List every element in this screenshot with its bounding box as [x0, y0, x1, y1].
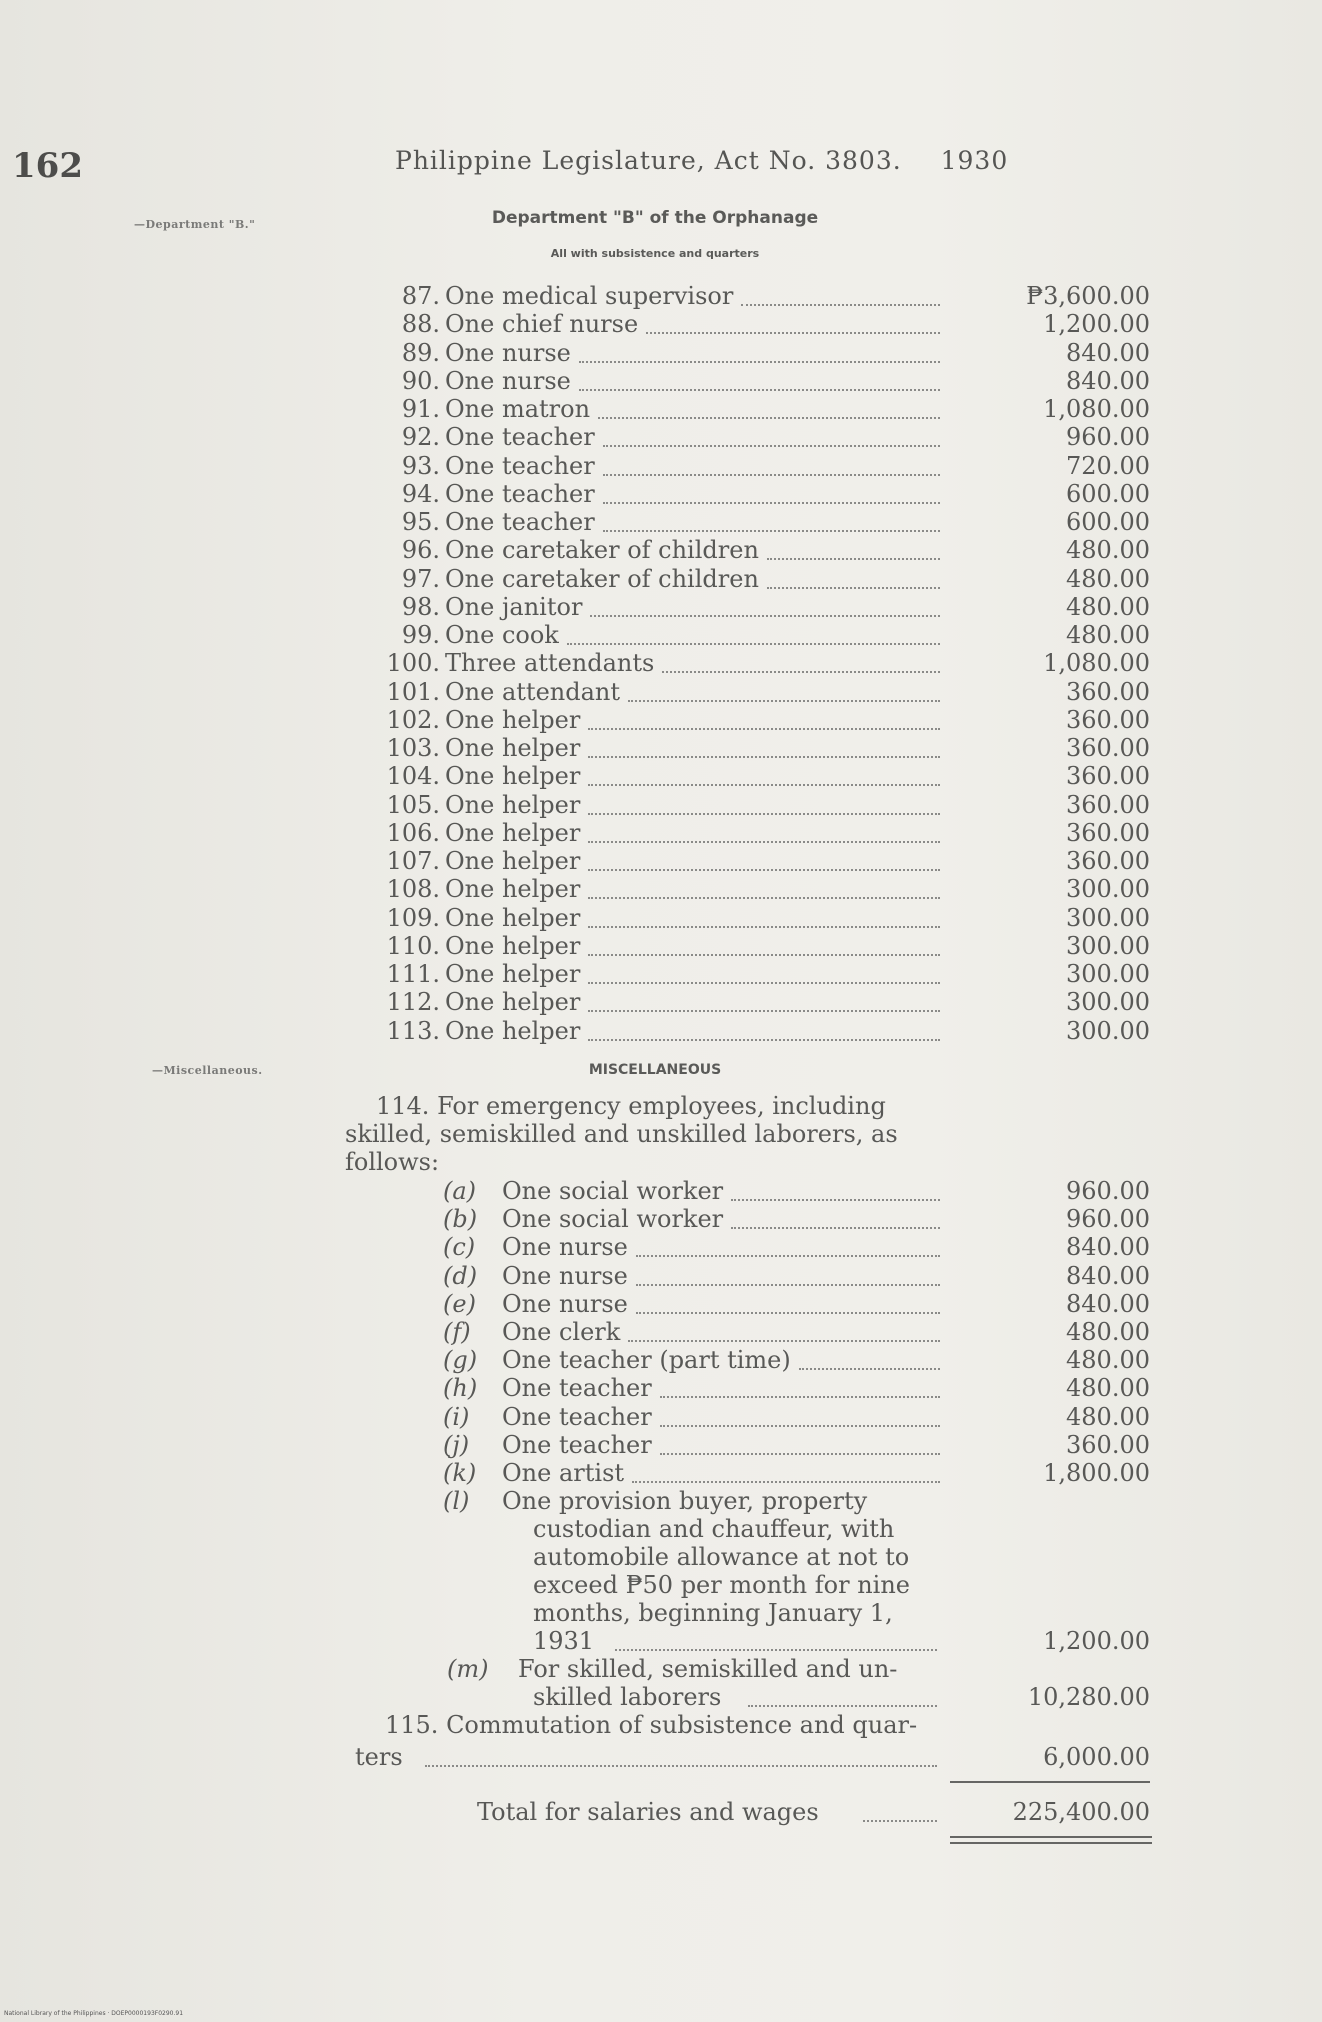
- item-115: [345, 1711, 1150, 1739]
- subitem-letter: (h): [443, 1374, 478, 1402]
- running-head: [395, 146, 1008, 175]
- item-amount: 480.00: [1066, 621, 1150, 649]
- item-description: One helper: [445, 762, 581, 790]
- leader-dots: [588, 785, 940, 815]
- item-number: 91.: [401, 395, 440, 423]
- subitem-description: One teacher: [502, 1403, 652, 1431]
- subitem-letter: (g): [443, 1346, 478, 1374]
- subitem-amount: 840.00: [1066, 1233, 1150, 1261]
- leader-dots: [588, 1011, 940, 1041]
- item-amount: 360.00: [1066, 819, 1150, 847]
- item-amount: 960.00: [1066, 423, 1150, 451]
- item-amount: 300.00: [1066, 932, 1150, 960]
- item-114-line-2: skilled, semiskilled and unskilled laborers, as: [345, 1120, 898, 1148]
- subitem-amount: 360.00: [1066, 1431, 1150, 1459]
- item-number: 98.: [401, 593, 440, 621]
- leader-dots: [425, 1737, 937, 1767]
- subitem-description: One clerk: [502, 1318, 621, 1346]
- total-rule-bottom: [950, 1842, 1152, 1844]
- item-115-amount: 6,000.00: [1043, 1743, 1150, 1771]
- leader-dots: [741, 276, 940, 306]
- item-114-line-3: follows:: [345, 1148, 440, 1176]
- item-description: One teacher: [445, 452, 595, 480]
- item-number: 88.: [401, 310, 440, 338]
- leader-dots: [628, 672, 940, 702]
- subitem-letter: (f): [443, 1318, 471, 1346]
- section-b-title: Department "B" of the Orphanage: [491, 208, 819, 228]
- list-item: [345, 1017, 1150, 1045]
- item-114-line-1: 114. For emergency employees, including: [376, 1092, 886, 1120]
- leader-dots: [590, 587, 940, 617]
- leader-dots: [662, 643, 940, 673]
- item-amount: 300.00: [1066, 988, 1150, 1016]
- item-description: One helper: [445, 706, 581, 734]
- item-amount: 480.00: [1066, 565, 1150, 593]
- leader-dots: [628, 1312, 940, 1342]
- item-number: 105.: [386, 791, 440, 819]
- subitem-m-cont: [345, 1683, 1150, 1711]
- item-amount: 300.00: [1066, 875, 1150, 903]
- subitem-l-cont-1: [345, 1515, 1150, 1543]
- subitem-l-line-2: custodian and chauffeur, with: [533, 1515, 895, 1543]
- item-amount: 360.00: [1066, 762, 1150, 790]
- leader-dots: [603, 446, 940, 476]
- sidenote-miscellaneous: —Miscellaneous.: [152, 1064, 263, 1077]
- subitem-m-line-1: For skilled, semiskilled and un-: [518, 1655, 898, 1683]
- item-description: One caretaker of children: [445, 565, 759, 593]
- item-number: 92.: [401, 423, 440, 451]
- leader-dots: [588, 841, 940, 871]
- item-amount: 360.00: [1066, 678, 1150, 706]
- item-description: One helper: [445, 734, 581, 762]
- item-description: One chief nurse: [445, 310, 639, 338]
- subitem-l-amount: 1,200.00: [1043, 1627, 1150, 1655]
- leader-dots: [767, 559, 940, 589]
- item-amount: ₱3,600.00: [1026, 282, 1150, 310]
- subitem-letter: (b): [443, 1205, 478, 1233]
- list-item: [345, 536, 1150, 564]
- subitem-amount: 840.00: [1066, 1290, 1150, 1318]
- item-number: 106.: [386, 819, 440, 847]
- leader-dots: [660, 1397, 940, 1427]
- leader-dots: [588, 728, 940, 758]
- total-amount: 225,400.00: [1012, 1798, 1150, 1826]
- leader-dots: [579, 333, 940, 363]
- sidenote-department-b: —Department "B.": [134, 218, 256, 231]
- subitem-amount: 840.00: [1066, 1262, 1150, 1290]
- subitem-description: One artist: [502, 1459, 625, 1487]
- item-amount: 1,080.00: [1043, 395, 1150, 423]
- item-number: 108.: [386, 875, 440, 903]
- item-description: Three attendants: [445, 649, 655, 677]
- leader-dots: [615, 1621, 937, 1651]
- item-amount: 480.00: [1066, 593, 1150, 621]
- item-description: One teacher: [445, 480, 595, 508]
- subitem-amount: 960.00: [1066, 1205, 1150, 1233]
- footer-note: National Library of the Philippines · DOEP0000193F0290.91: [4, 2010, 184, 2017]
- item-amount: 840.00: [1066, 339, 1150, 367]
- leader-dots: [588, 756, 940, 786]
- item-description: One attendant: [445, 678, 620, 706]
- item-number: 110.: [386, 932, 440, 960]
- item-description: One matron: [445, 395, 591, 423]
- item-115-cont: [345, 1743, 1150, 1771]
- item-description: One nurse: [445, 367, 571, 395]
- item-description: One helper: [445, 791, 581, 819]
- subitem-m-amount: 10,280.00: [1027, 1683, 1150, 1711]
- total-label: Total for salaries and wages: [477, 1798, 819, 1826]
- item-number: 101.: [386, 678, 440, 706]
- item-number: 104.: [386, 762, 440, 790]
- leader-dots: [660, 1425, 940, 1455]
- subitem-description: One nurse: [502, 1290, 628, 1318]
- item-number: 94.: [401, 480, 440, 508]
- item-115-line-1: 115. Commutation of subsistence and quar-: [385, 1711, 918, 1739]
- item-amount: 360.00: [1066, 706, 1150, 734]
- subitem-amount: 480.00: [1066, 1318, 1150, 1346]
- leader-dots: [636, 1284, 940, 1314]
- leader-dots: [603, 502, 940, 532]
- item-description: One helper: [445, 960, 581, 988]
- item-description: One teacher: [445, 508, 595, 536]
- section-misc-title: MISCELLANEOUS: [588, 1062, 722, 1078]
- item-number: 107.: [386, 847, 440, 875]
- item-number: 102.: [386, 706, 440, 734]
- item-amount: 720.00: [1066, 452, 1150, 480]
- item-number: 99.: [401, 621, 440, 649]
- subitem-l-cont-3: [345, 1571, 1150, 1599]
- item-number: 95.: [401, 508, 440, 536]
- subitem-letter: (a): [443, 1177, 477, 1205]
- subitem-m-line-2: skilled laborers: [533, 1683, 722, 1711]
- item-amount: 840.00: [1066, 367, 1150, 395]
- leader-dots: [632, 1453, 940, 1483]
- leader-dots: [731, 1199, 940, 1229]
- subitem-l-line-5: months, beginning January 1,: [533, 1599, 893, 1627]
- subitem-letter: (c): [443, 1233, 476, 1261]
- leader-dots: [731, 1171, 940, 1201]
- leader-dots: [603, 417, 940, 447]
- leader-dots: [588, 926, 940, 956]
- item-description: One medical supervisor: [445, 282, 734, 310]
- item-amount: 480.00: [1066, 536, 1150, 564]
- leader-dots: [588, 954, 940, 984]
- subitem-letter: (m): [447, 1655, 489, 1683]
- item-description: One helper: [445, 988, 581, 1016]
- leader-dots: [567, 615, 940, 645]
- subtotal-rule: [950, 1781, 1150, 1783]
- subitem-description: One nurse: [502, 1233, 628, 1261]
- leader-dots: [636, 1227, 940, 1257]
- leader-dots: [660, 1368, 940, 1398]
- leader-dots: [588, 700, 940, 730]
- item-amount: 300.00: [1066, 904, 1150, 932]
- leader-dots: [646, 304, 940, 334]
- item-amount: 1,200.00: [1043, 310, 1150, 338]
- leader-dots: [603, 474, 940, 504]
- item-number: 112.: [386, 988, 440, 1016]
- item-amount: 360.00: [1066, 734, 1150, 762]
- item-description: One helper: [445, 819, 581, 847]
- item-amount: 360.00: [1066, 847, 1150, 875]
- item-number: 103.: [386, 734, 440, 762]
- subitem-description: One teacher: [502, 1374, 652, 1402]
- running-title: Philippine Legislature, Act No. 3803.: [395, 146, 902, 175]
- item-number: 111.: [386, 960, 440, 988]
- subitem-description: One social worker: [502, 1205, 724, 1233]
- subitem-letter: (i): [443, 1403, 470, 1431]
- item-description: One teacher: [445, 423, 595, 451]
- running-year: 1930: [940, 146, 1009, 175]
- sub-list-item: [345, 1459, 1150, 1487]
- item-number: 97.: [401, 565, 440, 593]
- item-description: One janitor: [445, 593, 583, 621]
- item-description: One helper: [445, 904, 581, 932]
- item-number: 96.: [401, 536, 440, 564]
- leader-dots: [588, 982, 940, 1012]
- leader-dots: [588, 898, 940, 928]
- subitem-description: One social worker: [502, 1177, 724, 1205]
- item-amount: 1,080.00: [1043, 649, 1150, 677]
- item-description: One helper: [445, 1017, 581, 1045]
- item-description: One helper: [445, 932, 581, 960]
- item-number: 93.: [401, 452, 440, 480]
- leader-dots: [799, 1340, 940, 1370]
- item-number: 89.: [401, 339, 440, 367]
- subitem-amount: 480.00: [1066, 1403, 1150, 1431]
- item-description: One nurse: [445, 339, 571, 367]
- item-number: 109.: [386, 904, 440, 932]
- item-description: One cook: [445, 621, 559, 649]
- leader-dots: [636, 1256, 940, 1286]
- subitem-description: One teacher (part time): [502, 1346, 791, 1374]
- subitem-letter: (e): [443, 1290, 476, 1318]
- subitem-amount: 480.00: [1066, 1346, 1150, 1374]
- subitem-l-line-1: One provision buyer, property: [502, 1487, 868, 1515]
- subitem-amount: 480.00: [1066, 1374, 1150, 1402]
- leader-dots: [863, 1792, 937, 1822]
- subitem-description: One nurse: [502, 1262, 628, 1290]
- item-number: 87.: [401, 282, 440, 310]
- subitem-l-line-4: exceed ₱50 per month for nine: [533, 1571, 910, 1599]
- subitem-l-line-6: 1931: [533, 1627, 595, 1655]
- item-amount: 300.00: [1066, 1017, 1150, 1045]
- subitem-amount: 960.00: [1066, 1177, 1150, 1205]
- item-number: 90.: [401, 367, 440, 395]
- leader-dots: [598, 389, 940, 419]
- list-item: [345, 508, 1150, 536]
- item-amount: 600.00: [1066, 508, 1150, 536]
- section-b-subtitle: All with subsistence and quarters: [550, 247, 760, 260]
- subitem-letter: (j): [443, 1431, 470, 1459]
- leader-dots: [588, 813, 940, 843]
- item-description: One helper: [445, 847, 581, 875]
- leader-dots: [579, 361, 940, 391]
- subitem-l-line-3: automobile allowance at not to: [533, 1543, 910, 1571]
- subitem-l-cont-5: [345, 1627, 1150, 1655]
- item-amount: 360.00: [1066, 791, 1150, 819]
- total-row: [345, 1798, 1150, 1826]
- subitem-letter: (k): [443, 1459, 477, 1487]
- subitem-description: One teacher: [502, 1431, 652, 1459]
- subitem-l: [345, 1487, 1150, 1515]
- leader-dots: [767, 530, 940, 560]
- item-description: One caretaker of children: [445, 536, 759, 564]
- subitem-letter: (l): [443, 1487, 470, 1515]
- item-amount: 600.00: [1066, 480, 1150, 508]
- sub-list-item: [345, 1318, 1150, 1346]
- subitem-letter: (d): [443, 1262, 478, 1290]
- item-amount: 300.00: [1066, 960, 1150, 988]
- leader-dots: [748, 1677, 937, 1707]
- subitem-amount: 1,800.00: [1043, 1459, 1150, 1487]
- page-number: 162: [12, 146, 83, 186]
- item-number: 113.: [386, 1017, 440, 1045]
- total-rule-top: [950, 1836, 1152, 1838]
- item-number: 100.: [386, 649, 440, 677]
- item-115-line-2: ters: [355, 1743, 403, 1771]
- leader-dots: [588, 869, 940, 899]
- subitem-l-cont-2: [345, 1543, 1150, 1571]
- item-description: One helper: [445, 875, 581, 903]
